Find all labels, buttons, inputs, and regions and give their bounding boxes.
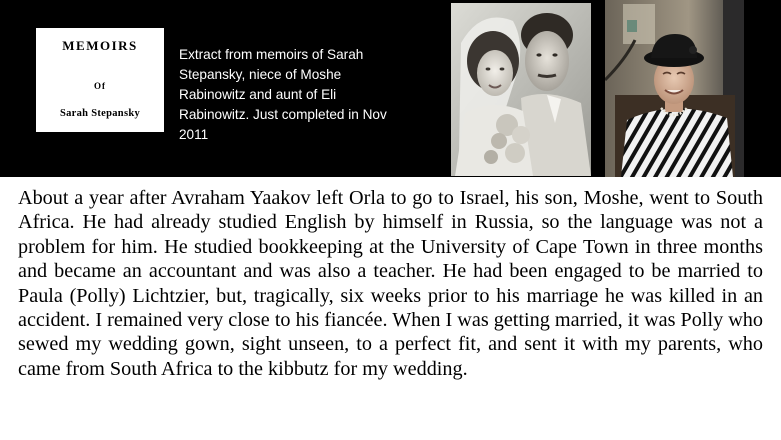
elderly-woman-photo-icon xyxy=(605,0,744,177)
title-line-author: Sarah Stepansky xyxy=(59,108,141,119)
title-line-of: Of xyxy=(94,81,106,91)
memoir-body-text: About a year after Avraham Yaakov left Orla to go to Israel, his son, Moshe, went to South Africa. He had already studied English by himself in Russia, so the language was not a problem for him. He studied bookkeeping at the University of Cape Town in three months and became an accountant and was also a teacher. He had been engaged to be married to Paula (Polly) Lichtzier, but, tragically, six weeks prior to his marriage he was killed in an accident. I remained very close to his fiancée. When I was getting married, it was Polly who sewed my wedding gown, sight unseen, to a perfect fit, and sent it with my parents, who came from South Africa to the kibbutz for my wedding. xyxy=(18,187,763,380)
elderly-woman-photo xyxy=(605,0,744,177)
header-banner xyxy=(0,0,781,177)
memoirs-title-card xyxy=(36,28,164,132)
banner-caption: Extract from memoirs of Sarah Stepansky, niece of Moshe Rabinowitz and aunt of Eli Rabinowitz. Just completed in Nov 2011 xyxy=(179,47,387,142)
wedding-couple-photo xyxy=(451,3,591,176)
title-line-memoirs: MEMOIRS xyxy=(62,38,138,53)
wedding-couple-photo-icon xyxy=(451,3,591,176)
